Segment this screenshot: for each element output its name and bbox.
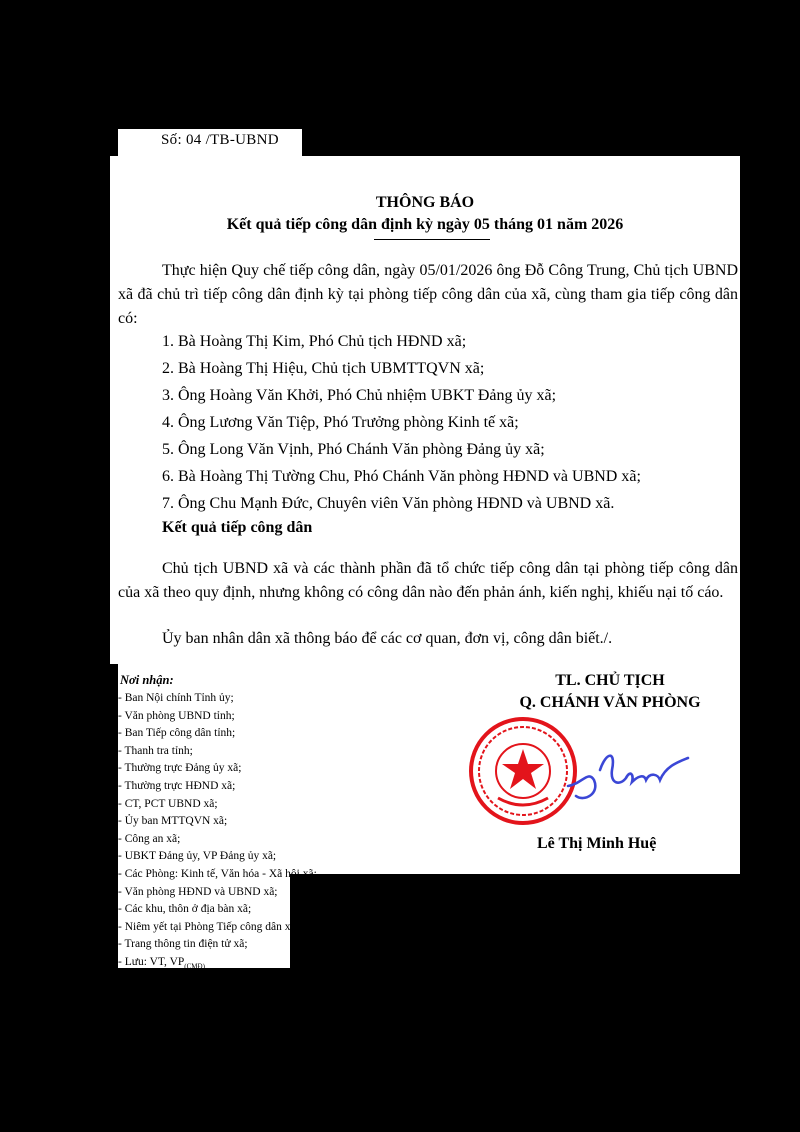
signature-title-line1: TL. CHỦ TỊCH (555, 672, 665, 689)
notice-subtitle: Kết quả tiếp công dân định kỳ ngày 05 tháng 01 năm 2026 (226, 216, 624, 233)
participants-list (162, 328, 641, 517)
signature-icon (560, 740, 695, 812)
recipients-list (118, 690, 317, 972)
list-item: - Thường trực HĐND xã; (118, 779, 236, 792)
list-item: 2. Bà Hoàng Thị Hiệu, Chủ tịch UBMTTQVN xã; (162, 360, 485, 377)
signer-name: Lê Thị Minh Huệ (537, 835, 657, 852)
list-item: 4. Ông Lương Văn Tiệp, Phó Trưởng phòng Kinh tế xã; (162, 414, 519, 431)
list-item: - Trang thông tin điện tử xã; (118, 938, 248, 951)
list-item: - Thanh tra tỉnh; (118, 744, 193, 757)
list-item: 6. Bà Hoàng Thị Tường Chu, Phó Chánh Văn phòng HĐND và UBND xã; (162, 468, 641, 485)
signature-title-line2: Q. CHÁNH VĂN PHÒNG (519, 694, 701, 711)
list-item: - Niêm yết tại Phòng Tiếp công dân xã; (118, 920, 299, 933)
list-item: 1. Bà Hoàng Thị Kim, Phó Chủ tịch HĐND xã; (162, 333, 467, 350)
archive-line: - Lưu: VT, $VP_{(CMĐ)}$ (118, 955, 205, 971)
list-item: - Ban Tiếp công dân tỉnh; (118, 727, 236, 740)
list-item: - UBKT Đảng ủy, VP Đảng ủy xã; (118, 850, 277, 863)
document-number: Số: 04 /TB-UBND (161, 132, 279, 148)
recipients-label: Nơi nhận: (120, 673, 174, 687)
list-item: - Ủy ban MTTQVN xã; (118, 815, 228, 828)
closing-paragraph: Ủy ban nhân dân xã thông báo để các cơ quan, đơn vị, công dân biết./. (162, 630, 613, 647)
list-item: - Các khu, thôn ở địa bàn xã; (118, 903, 252, 916)
list-item: 5. Ông Long Văn Vịnh, Phó Chánh Văn phòng Đảng ủy xã; (162, 441, 545, 458)
list-item: - Công an xã; (118, 832, 181, 845)
intro-paragraph: Thực hiện Quy chế tiếp công dân, ngày 05/01/2026 ông Đỗ Công Trung, Chủ tịch UBND xã đã chủ trì tiếp công dân định kỳ tại phòng tiếp công dân của xã, cùng tham gia tiếp công dân có: (118, 262, 738, 327)
result-paragraph: Chủ tịch UBND xã và các thành phần đã tổ chức tiếp công dân tại phòng tiếp công dân của xã theo quy định, nhưng không có công dân nào đến phản ánh, kiến nghị, khiếu nại tố cáo. (118, 560, 738, 601)
list-item: 3. Ông Hoàng Văn Khởi, Phó Chủ nhiệm UBKT Đảng ủy xã; (162, 387, 557, 404)
list-item: - Văn phòng HĐND và UBND xã; (118, 885, 278, 898)
list-item: - Ban Nội chính Tỉnh ủy; (118, 692, 234, 704)
result-heading: Kết quả tiếp công dân (162, 519, 313, 536)
list-item: - CT, PCT UBND xã; (118, 797, 218, 810)
list-item: - Văn phòng UBND tỉnh; (118, 709, 235, 722)
list-item: 7. Ông Chu Mạnh Đức, Chuyên viên Văn phòng HĐND và UBND xã. (162, 495, 615, 512)
notice-title: THÔNG BÁO (375, 194, 475, 211)
list-item: - Các Phòng: Kinh tế, Văn hóa - Xã hội xã; (118, 867, 317, 880)
title-underline (374, 239, 490, 240)
list-item: - Thường trực Đảng ủy xã; (118, 762, 242, 775)
